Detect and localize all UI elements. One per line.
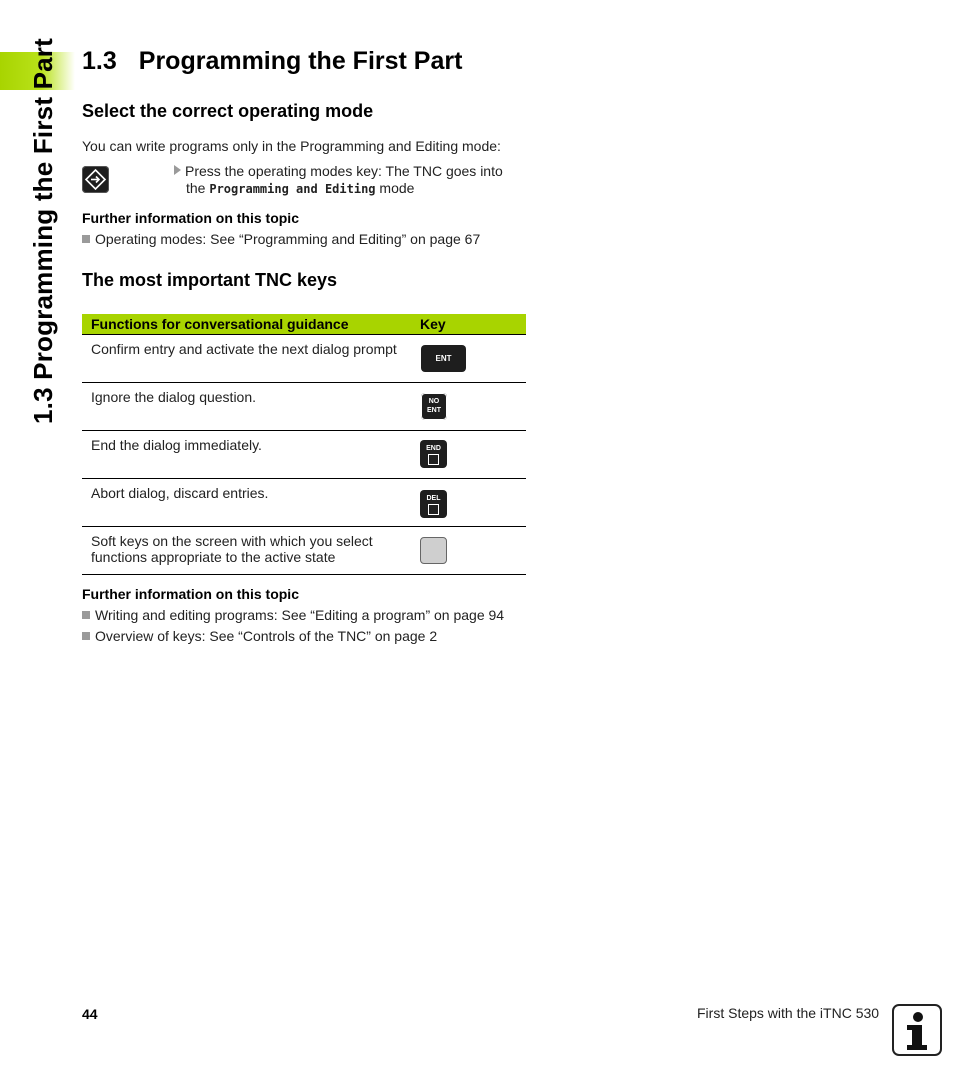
section-title-tnc-keys: The most important TNC keys (82, 270, 338, 290)
table-header (82, 314, 526, 335)
table-row (82, 383, 526, 431)
square-bullet-icon (82, 235, 90, 243)
further-info-item: Overview of keys: See “Controls of the TNC” on page 2 (82, 628, 437, 644)
column-header-key: Key (420, 316, 446, 332)
column-header-function: Functions for conversational guidance (91, 316, 349, 332)
table-row (82, 431, 526, 479)
row-function-text: Abort dialog, discard entries. (91, 485, 269, 501)
tnc-keys-table (82, 314, 526, 575)
book-title: First Steps with the iTNC 530 (697, 1005, 880, 1021)
table-row (82, 335, 526, 383)
row-function-text: Confirm entry and activate the next dialog prompt (91, 341, 397, 357)
page-number: 44 (82, 1006, 98, 1022)
instruction-text: Press the operating modes key: The TNC goes into the Programming and Editing mode (174, 163, 503, 198)
page-title: 1.3 Programming the First Part (82, 47, 463, 75)
info-icon (892, 1004, 942, 1056)
mode-name: Programming and Editing (209, 182, 376, 196)
soft-key-icon (420, 537, 447, 564)
intro-text: You can write programs only in the Programming and Editing mode: (82, 138, 501, 154)
del-key-icon: DEL (420, 490, 447, 518)
section-title-operating-mode: Select the correct operating mode (82, 101, 374, 121)
further-info-item: Operating modes: See “Programming and Editing” on page 67 (82, 231, 480, 247)
row-function-text: End the dialog immediately. (91, 437, 262, 453)
row-function-text: Soft keys on the screen with which you select functions appropriate to the active state (91, 533, 373, 565)
no-ent-key-icon: NO ENT (421, 393, 447, 420)
square-bullet-icon (82, 611, 90, 619)
further-info-heading-2: Further information on this topic (82, 586, 299, 602)
table-row (82, 527, 526, 575)
end-key-icon: END (420, 440, 447, 468)
programming-mode-key-icon (82, 166, 109, 193)
side-chapter-title: 1.3 Programming the First Part (28, 38, 58, 424)
row-function-text: Ignore the dialog question. (91, 389, 257, 405)
arrow-bullet-icon (174, 165, 181, 175)
square-bullet-icon (82, 632, 90, 640)
further-info-heading-1: Further information on this topic (82, 210, 299, 226)
table-row (82, 479, 526, 527)
ent-key-icon: ENT (421, 345, 466, 372)
further-info-item: Writing and editing programs: See “Editing a program” on page 94 (82, 607, 504, 623)
